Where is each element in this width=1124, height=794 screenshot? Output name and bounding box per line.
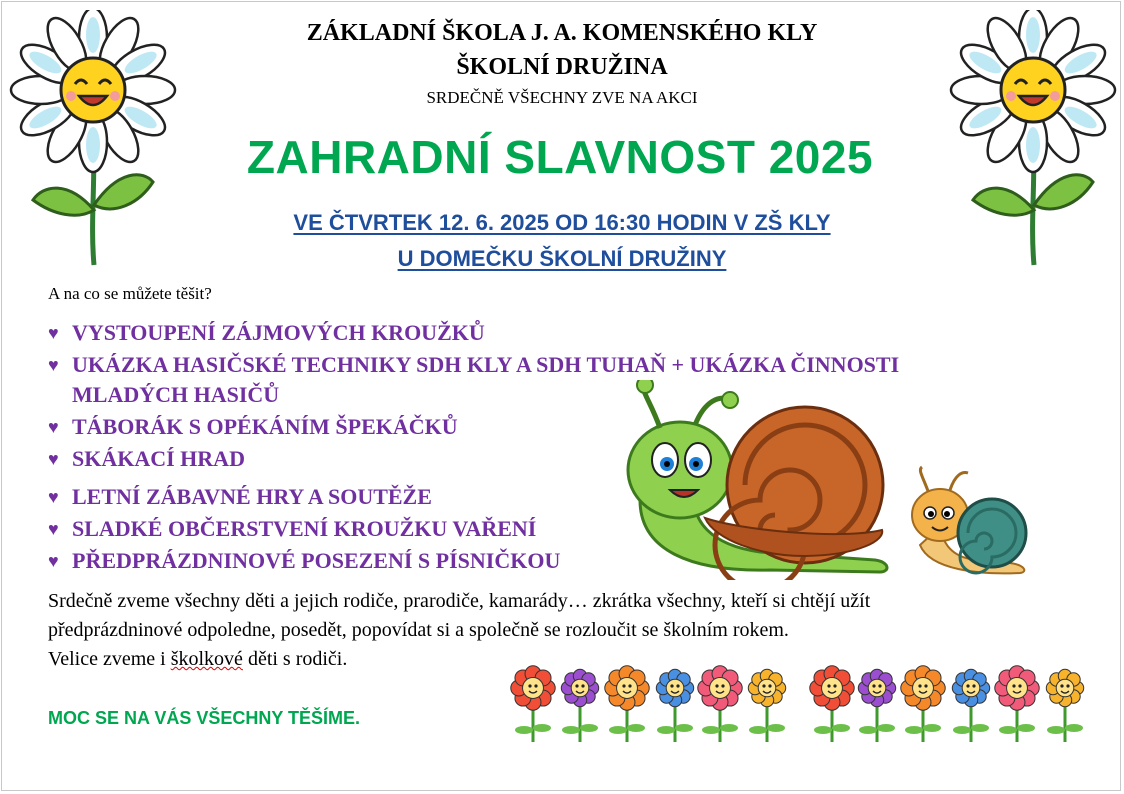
invitation-message	[48, 587, 1088, 674]
small-flower-icon	[901, 666, 945, 742]
message-line: Srdečně zveme všechny děti a jejich rodiče, prarodiče, kamarády… zkrátka všechny, kteří si chtějí užít	[48, 590, 871, 612]
heart-bullet-icon: ♥	[48, 519, 59, 539]
message-text: děti s rodiči.	[242, 648, 348, 670]
heart-bullet-icon: ♥	[48, 449, 59, 469]
list-item-text: LETNÍ ZÁBAVNÉ HRY A SOUTĚŽE	[72, 484, 432, 509]
list-item	[48, 318, 1012, 348]
small-flower-icon	[656, 669, 693, 742]
small-flower-icon	[605, 666, 649, 742]
message-line: předprázdninové odpoledne, posedět, popovídat si a společně se rozloučit se školním rokem.	[48, 619, 789, 641]
small-flower-icon	[858, 669, 895, 742]
event-title: ZAHRADNÍ SLAVNOST 2025	[246, 131, 874, 183]
small-flower-icon	[952, 669, 989, 742]
department-name: ŠKOLNÍ DRUŽINA	[456, 54, 668, 80]
list-item-text: PŘEDPRÁZDNINOVÉ POSEZENÍ S PÍSNIČKOU	[72, 548, 561, 573]
closing-line: MOC SE NA VÁS VŠECHNY TĚŠÍME.	[48, 708, 361, 728]
message-text: Velice zveme i	[48, 648, 171, 670]
flower-row-illustration	[505, 662, 1095, 747]
small-flower-icon	[561, 669, 598, 742]
small-flower-icon	[511, 666, 555, 742]
school-name: ZÁKLADNÍ ŠKOLA J. A. KOMENSKÉHO KLY	[306, 20, 818, 46]
list-item-text: UKÁZKA HASIČSKÉ TECHNIKY SDH KLY A SDH TUHAŇ + UKÁZKA ČINNOSTI MLADÝCH HASIČŮ	[72, 352, 900, 407]
heart-bullet-icon: ♥	[48, 323, 59, 343]
heart-bullet-icon: ♥	[48, 551, 59, 571]
small-flower-icon	[698, 666, 742, 742]
small-snail	[912, 467, 1026, 573]
small-flower-icon	[995, 666, 1039, 742]
list-item-text: SLADKÉ OBČERSTVENÍ KROUŽKU VAŘENÍ	[72, 516, 537, 541]
program-intro: A na co se můžete těšit?	[48, 284, 212, 303]
list-item-text: VYSTOUPENÍ ZÁJMOVÝCH KROUŽKŮ	[72, 320, 485, 345]
big-snail	[628, 380, 887, 580]
heart-bullet-icon: ♥	[48, 355, 59, 375]
spellcheck-underlined-word: školkové	[170, 648, 243, 670]
heart-bullet-icon: ♥	[48, 487, 59, 507]
small-flower-icon	[810, 666, 854, 742]
list-item-text: TÁBORÁK S OPÉKÁNÍM ŠPEKÁČKŮ	[72, 414, 458, 439]
small-flower-icon	[748, 669, 785, 742]
event-date-line: VE ČTVRTEK 12. 6. 2025 OD 16:30 HODIN V ZŠ KLY	[293, 210, 831, 235]
small-flower-icon	[1046, 669, 1083, 742]
heart-bullet-icon: ♥	[48, 417, 59, 437]
snails-illustration	[620, 380, 1040, 580]
event-place-line: U DOMEČKU ŠKOLNÍ DRUŽINY	[397, 246, 727, 271]
list-item-text: SKÁKACÍ HRAD	[72, 446, 245, 471]
invite-line: SRDEČNĚ VŠECHNY ZVE NA AKCI	[426, 88, 698, 107]
